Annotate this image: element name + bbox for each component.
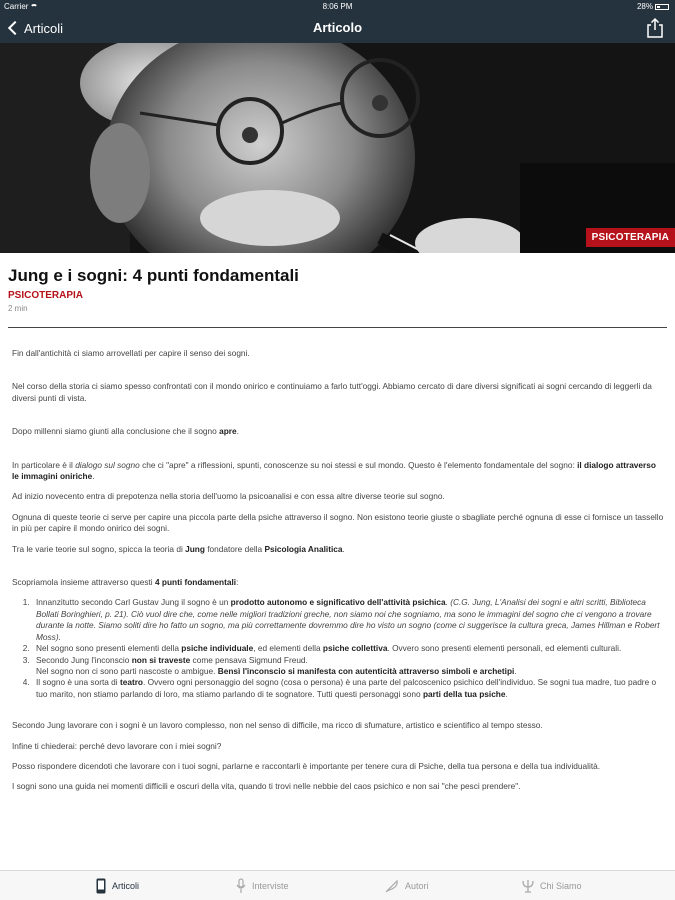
battery-icon: [655, 4, 669, 10]
read-time: 2 min: [8, 304, 28, 313]
paragraph: Scopriamola insieme attraverso questi 4 punti fondamentali:: [12, 577, 239, 588]
paragraph: Tra le varie teorie sul sogno, spicca la teoria di Jung fondatore della Psicologia Analitica.: [12, 543, 345, 554]
battery-indicator: 28%: [637, 2, 669, 11]
divider: [8, 327, 667, 328]
paragraph: Nel corso della storia ci siamo spesso confrontati con il mondo onirico e continuiamo a farlo tutt'oggi. Abbiamo cercato di dare diversi significati ai sogni cercando di leggerli da diversi punti di vista.: [12, 381, 652, 403]
list-item: 2. Nel sogno sono presenti elementi della psiche individuale, ed elementi della psiche collettiva. Ovvero sono presenti elementi personali, ed elementi culturali.: [32, 643, 664, 654]
list-item: 4. Il sogno è una sorta di teatro. Ovvero ogni personaggio del sogno (cosa o persona) è una parte del palcoscenico psichico dell'individuo. Se sogni tua madre, tuo padre o tuo marito, non stiamo parlando di loro, ma stiamo parlando di te sognatore. Tutti questi personaggi sono parti della tua psiche.: [32, 677, 664, 700]
paragraph: Ad inizio novecento entra di prepotenza nella storia dell'uomo la psicoanalisi e con essa altre diverse teorie sul sogno.: [12, 491, 445, 502]
paragraph: I sogni sono una guida nei momenti difficili e oscuri della vita, quando ti trovi nelle nebbie del caos psichico e non sai "che pesci prendere".: [12, 781, 521, 792]
nav-title: Articolo: [312, 20, 363, 35]
tab-bar: [0, 870, 675, 900]
status-bar: [0, 0, 675, 13]
back-label: Articoli: [24, 20, 64, 36]
carrier-label: Carrier: [4, 2, 38, 11]
tab-interviste[interactable]: Interviste: [236, 871, 289, 900]
paragraph: Secondo Jung lavorare con i sogni è un lavoro complesso, non nel senso di difficile, ma ricco di sfumature, artistico e scientifico al tempo stesso.: [12, 720, 543, 731]
paragraph: Infine ti chiederai: perché devo lavorare con i miei sogni?: [12, 740, 222, 751]
microphone-icon: [236, 878, 246, 894]
list-item: 3. Secondo Jung l'inconscio non si traveste come pensava Sigmund Freud. Nel sogno non ci sono parti nascoste o ambigue. Bensì l'inconscio si manifesta con autenticità attraverso simboli e archetipi.: [32, 655, 664, 678]
paragraph: Fin dall'antichità ci siamo arrovellati per capire il senso dei sogni.: [12, 348, 250, 358]
tab-autori[interactable]: Autori: [385, 871, 429, 900]
article-body: [12, 348, 664, 802]
psi-icon: [522, 879, 534, 893]
navigation-bar: [0, 13, 675, 43]
paragraph: Ognuna di queste teorie ci serve per capire una piccola parte della psiche attraverso il sogno. Non esistono teorie giuste o sbagliate perché ognuna di esse ci fornisce un tassello in più per capire il mondo onirico dei sogni.: [12, 511, 664, 534]
status-time: 8:06 PM: [322, 2, 353, 11]
share-button[interactable]: [645, 17, 665, 39]
tab-chi-siamo[interactable]: Chi Siamo: [522, 871, 582, 900]
portrait-illustration: [0, 43, 675, 253]
tab-articoli[interactable]: Articoli: [96, 871, 139, 900]
paragraph: Dopo millenni siamo giunti alla conclusione che il sogno apre.: [12, 426, 239, 437]
paragraph: In particolare è il dialogo sul sogno che ci "apre" a riflessioni, spunti, conoscenze su noi stessi e sul mondo. Questo è l'elemento fondamentale del sogno: il dialogo attraverso le immagini oniriche.: [12, 459, 656, 482]
feather-icon: [385, 879, 399, 893]
key-points-list: [32, 597, 664, 700]
paragraph: Posso rispondere dicendoti che lavorare con i tuoi sogni, parlarne e raccontarli è importante per tenere cura di Psiche, della tua persona e della tua individualità.: [12, 760, 601, 771]
article-title: Jung e i sogni: 4 punti fondamentali: [8, 266, 299, 285]
list-item: 1. Innanzitutto secondo Carl Gustav Jung il sogno è un prodotto autonomo e significativo dell'attività psichica. (C.G. Jung, L'Analisi dei sogni e altri scritti, Biblioteca Bollati Boringhieri, p. 21). Ciò vuol dire che, come nelle migliori tradizioni greche, non siamo noi che sogniamo, ma sono le immagini del sogno che ci vengono a trovare durante la notte. Siamo soliti dire ho fatto un sogno, ma più correttamente dovremmo dire ho visto un sogno (come ci suggerisce la cultura greca, James Hillman e Robert Moss).: [32, 597, 664, 643]
category-badge: PSICOTERAPIA: [586, 228, 675, 247]
article-category[interactable]: PSICOTERAPIA: [8, 290, 84, 301]
hero-image: [0, 43, 675, 253]
phone-article-icon: [96, 878, 106, 894]
share-icon: [645, 17, 665, 39]
